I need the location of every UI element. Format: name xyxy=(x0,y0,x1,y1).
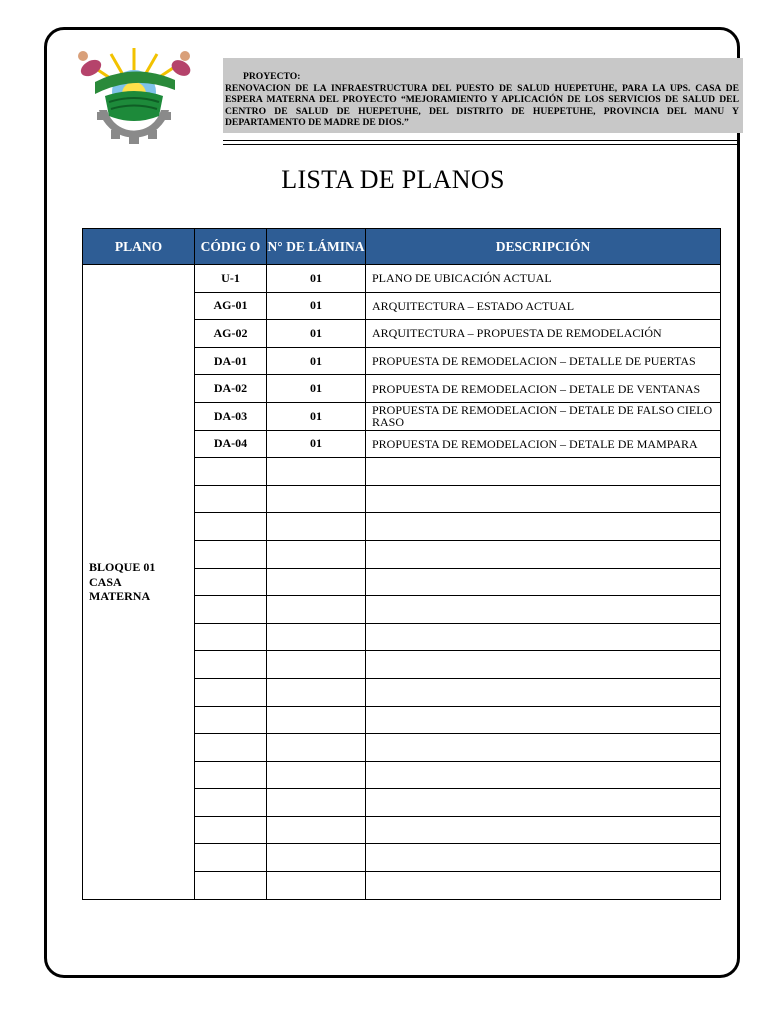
plan-code xyxy=(195,596,267,624)
plan-description xyxy=(366,485,721,513)
header-rule xyxy=(223,144,740,145)
page-title: LISTA DE PLANOS xyxy=(281,165,505,194)
sheet-number: 01 xyxy=(267,375,366,403)
block-label-line: MATERNA xyxy=(89,589,151,604)
sheet-number xyxy=(267,761,366,789)
plan-code xyxy=(195,485,267,513)
column-header-lamina: N° DE LÁMINA xyxy=(267,229,366,265)
sheet-number xyxy=(267,485,366,513)
plan-description: PROPUESTA DE REMODELACION – DETALE DE VENTANAS xyxy=(366,375,721,403)
sheet-number xyxy=(267,734,366,762)
sheet-number xyxy=(267,651,366,679)
sheet-number: 01 xyxy=(267,292,366,320)
sheet-number xyxy=(267,789,366,817)
block-label-line: BLOQUE 01 xyxy=(89,560,156,575)
column-header-descripcion: DESCRIPCIÓN xyxy=(366,229,721,265)
plan-description xyxy=(366,596,721,624)
plan-code xyxy=(195,458,267,486)
plan-code xyxy=(195,568,267,596)
header-rule xyxy=(223,140,740,141)
sheet-number xyxy=(267,513,366,541)
plan-code: AG-02 xyxy=(195,320,267,348)
block-label xyxy=(83,265,195,900)
sheet-number xyxy=(267,596,366,624)
plan-code xyxy=(195,651,267,679)
region-logo xyxy=(71,42,197,146)
column-header-plano: PLANO xyxy=(83,229,195,265)
plan-description xyxy=(366,706,721,734)
plan-code xyxy=(195,706,267,734)
plan-code xyxy=(195,540,267,568)
plan-description xyxy=(366,844,721,872)
plan-description xyxy=(366,678,721,706)
plan-description xyxy=(366,623,721,651)
plan-description xyxy=(366,789,721,817)
plan-code: DA-02 xyxy=(195,375,267,403)
project-header xyxy=(223,58,743,133)
sheet-number xyxy=(267,540,366,568)
sheet-number xyxy=(267,872,366,900)
table-header-row xyxy=(83,229,721,265)
plan-code xyxy=(195,623,267,651)
plan-description: PROPUESTA DE REMODELACION – DETALLE DE PUERTAS xyxy=(366,347,721,375)
plan-code: DA-03 xyxy=(195,402,267,430)
plans-table xyxy=(82,228,721,900)
plan-description: ARQUITECTURA – ESTADO ACTUAL xyxy=(366,292,721,320)
sheet-number xyxy=(267,844,366,872)
plan-description xyxy=(366,872,721,900)
plan-code: DA-04 xyxy=(195,430,267,458)
sheet-number xyxy=(267,706,366,734)
plan-description xyxy=(366,816,721,844)
plan-code xyxy=(195,872,267,900)
project-description: RENOVACION DE LA INFRAESTRUCTURA DEL PUESTO DE SALUD HUEPETUHE, PARA LA UPS. CASA DE ESPERA MATERNA DEL PROYECTO “MEJORAMIENTO Y APLICACIÓN DE LOS SERVICIOS DE SALUD DEL CENTRO DE SALUD DE HUEPETUHE, DEL DISTRITO DE HUEPETUHE, PROVINCIA DEL MANU Y DEPARTAMENTO DE MADRE DE DIOS.” xyxy=(225,82,739,129)
plan-description xyxy=(366,734,721,762)
plan-description: PROPUESTA DE REMODELACION – DETALE DE FALSO CIELO RASO xyxy=(366,402,721,430)
plan-code: DA-01 xyxy=(195,347,267,375)
plan-code xyxy=(195,789,267,817)
sheet-number xyxy=(267,816,366,844)
block-label-line: CASA xyxy=(89,574,122,589)
plan-description: PROPUESTA DE REMODELACION – DETALE DE MAMPARA xyxy=(366,430,721,458)
project-label: PROYECTO: xyxy=(243,71,301,82)
sheet-number xyxy=(267,458,366,486)
sheet-number xyxy=(267,568,366,596)
plan-description xyxy=(366,540,721,568)
plan-description: ARQUITECTURA – PROPUESTA DE REMODELACIÓN xyxy=(366,320,721,348)
plan-code xyxy=(195,761,267,789)
plan-description xyxy=(366,568,721,596)
sheet-number: 01 xyxy=(267,347,366,375)
sheet-number: 01 xyxy=(267,265,366,293)
plan-description xyxy=(366,761,721,789)
plan-code xyxy=(195,844,267,872)
plan-code: U-1 xyxy=(195,265,267,293)
plan-code xyxy=(195,678,267,706)
plan-code xyxy=(195,513,267,541)
table-row xyxy=(83,265,721,293)
sheet-number: 01 xyxy=(267,430,366,458)
plan-description xyxy=(366,513,721,541)
sheet-number xyxy=(267,678,366,706)
plan-description xyxy=(366,651,721,679)
column-header-codigo: CÓDIG O xyxy=(195,229,267,265)
sheet-number: 01 xyxy=(267,402,366,430)
plan-description: PLANO DE UBICACIÓN ACTUAL xyxy=(366,265,721,293)
sheet-number xyxy=(267,623,366,651)
sheet-number: 01 xyxy=(267,320,366,348)
plan-code: AG-01 xyxy=(195,292,267,320)
plan-description xyxy=(366,458,721,486)
plan-code xyxy=(195,734,267,762)
plan-code xyxy=(195,816,267,844)
